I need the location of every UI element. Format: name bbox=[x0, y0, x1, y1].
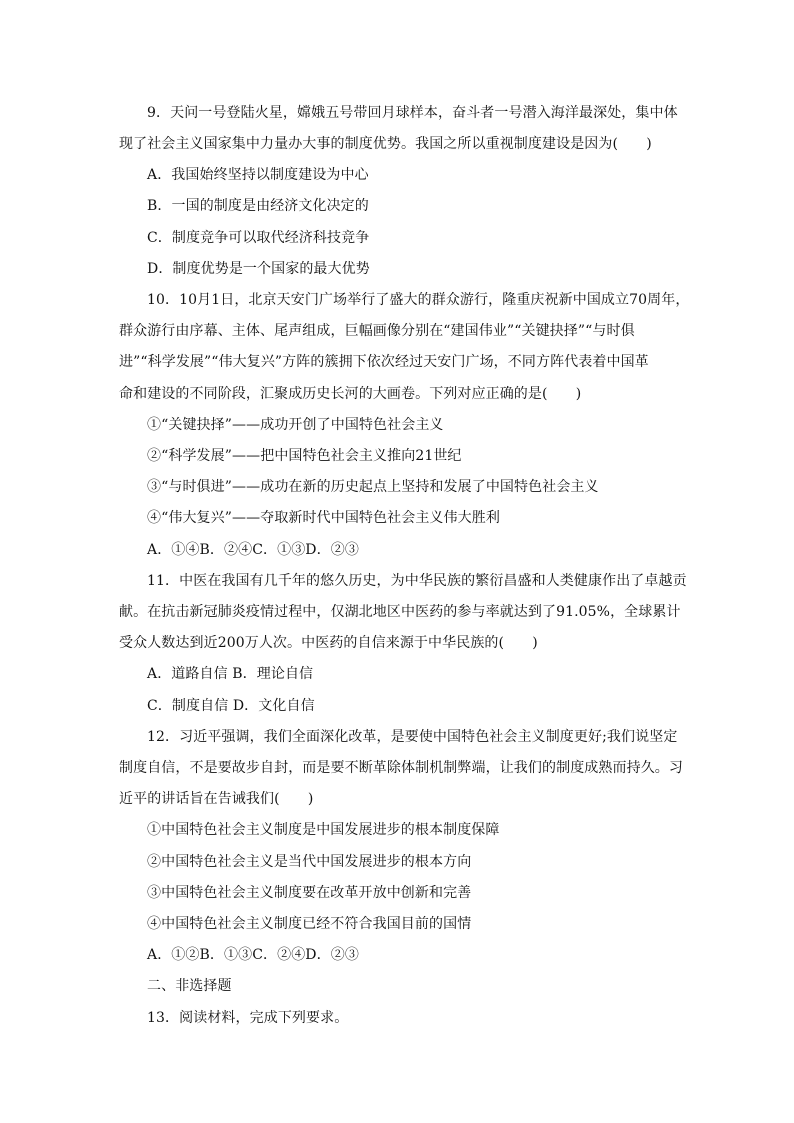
q12-stem-line-1: 12．习近平强调，我们全面深化改革，是要使中国特色社会主义制度更好;我们说坚定 bbox=[147, 729, 678, 745]
q13-stem: 13．阅读材料，完成下列要求。 bbox=[147, 1010, 349, 1026]
q9-stem-line-2: 现了社会主义国家集中力量办大事的制度优势。我国之所以重视制度建设是因为( ) bbox=[119, 136, 652, 152]
q10-stem-line-1: 10．10月1日，北京天安门广场举行了盛大的群众游行，隆重庆祝新中国成立70周年， bbox=[147, 292, 690, 308]
q9-option-d: D．制度优势是一个国家的最大优势 bbox=[147, 261, 370, 277]
q12-item-2: ②中国特色社会主义是当代中国发展进步的根本方向 bbox=[147, 854, 472, 870]
section-heading: 二、非选择题 bbox=[147, 978, 232, 994]
q9-option-b: B．一国的制度是由经济文化决定的 bbox=[147, 198, 369, 214]
q9-option-c: C．制度竞争可以取代经济科技竞争 bbox=[147, 230, 370, 246]
q12-item-4: ④中国特色社会主义制度已经不符合我国目前的国情 bbox=[147, 916, 472, 932]
q12-options: A．①②B．①③C．②④D．②③ bbox=[147, 947, 359, 963]
q10-stem-line-3: 进”“科学发展”“伟大复兴”方阵的簇拥下依次经过天安门广场，不同方阵代表着中国革 bbox=[119, 354, 649, 370]
q10-item-1: ①“关键抉择”——成功开创了中国特色社会主义 bbox=[147, 417, 444, 433]
q12-item-3: ③中国特色社会主义制度要在改革开放中创新和完善 bbox=[147, 885, 472, 901]
q10-item-4: ④“伟大复兴”——夺取新时代中国特色社会主义伟大胜利 bbox=[147, 510, 500, 526]
q11-stem-line-3: 受众人数达到近200万人次。中医药的自信来源于中华民族的( ) bbox=[119, 635, 538, 651]
q12-stem-line-2: 制度自信，不是要故步自封，而是要不断革除体制机制弊端，让我们的制度成熟而持久。习 bbox=[119, 760, 683, 776]
q10-item-2: ②“科学发展”——把中国特色社会主义推向21世纪 bbox=[147, 448, 462, 464]
q10-options: A．①④B．②④C．①③D．②③ bbox=[147, 542, 359, 558]
q11-options-cd: C．制度自信 D．文化自信 bbox=[147, 698, 315, 714]
q10-stem-line-4: 命和建设的不同阶段，汇聚成历史长河的大画卷。下列对应正确的是( ) bbox=[119, 386, 582, 402]
q10-stem-line-2: 群众游行由序幕、主体、尾声组成，巨幅画像分别在“建国伟业”“关键抉择”“与时俱 bbox=[119, 323, 635, 339]
q12-item-1: ①中国特色社会主义制度是中国发展进步的根本制度保障 bbox=[147, 822, 500, 838]
q11-options-ab: A．道路自信 B．理论自信 bbox=[147, 666, 314, 682]
q10-item-3: ③“与时俱进”——成功在新的历史起点上坚持和发展了中国特色社会主义 bbox=[147, 479, 599, 495]
q9-stem-line-1: 9．天问一号登陆火星，嫦娥五号带回月球样本，奋斗者一号潜入海洋最深处，集中体 bbox=[147, 105, 678, 121]
q11-stem-line-1: 11．中医在我国有几千年的悠久历史，为中华民族的繁衍昌盛和人类健康作出了卓越贡 bbox=[147, 573, 687, 589]
q12-stem-line-3: 近平的讲话旨在告诫我们( ) bbox=[119, 791, 314, 807]
q11-stem-line-2: 献。在抗击新冠肺炎疫情过程中，仅湖北地区中医药的参与率就达到了91.05%，全球累计 bbox=[119, 604, 681, 620]
q9-option-a: A．我国始终坚持以制度建设为中心 bbox=[147, 167, 369, 183]
